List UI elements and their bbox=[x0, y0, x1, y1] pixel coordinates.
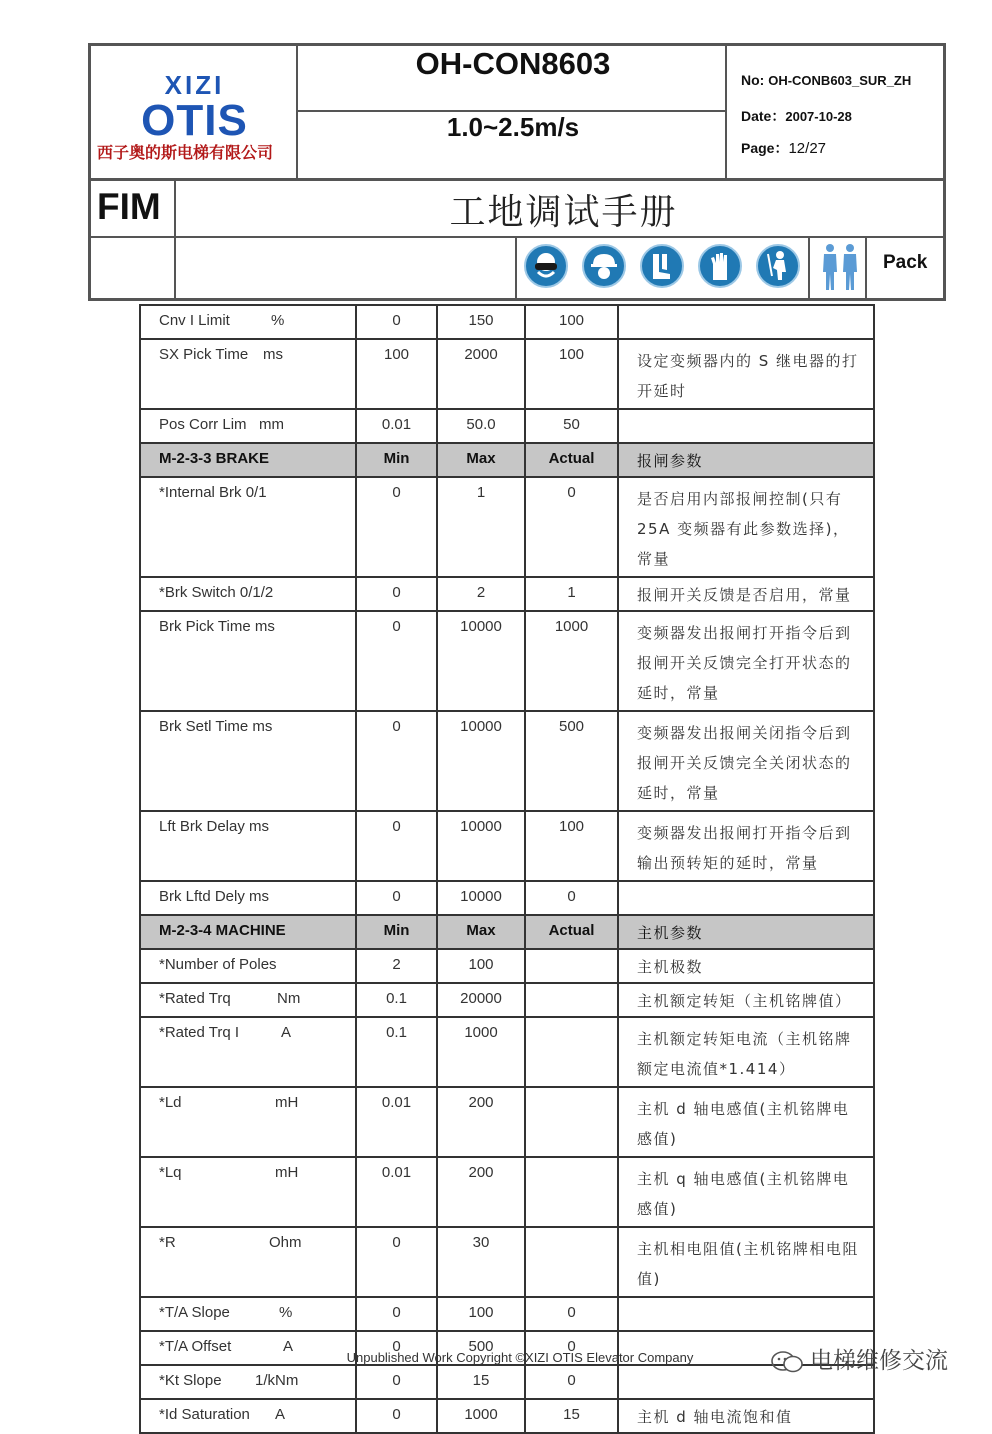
param-unit: ms bbox=[263, 346, 283, 363]
param-description: 报闸开关反馈是否启用，常量 bbox=[618, 577, 874, 611]
param-max: 1 bbox=[437, 477, 525, 577]
param-max: 50.0 bbox=[437, 409, 525, 443]
document-header bbox=[88, 43, 946, 301]
table-row bbox=[140, 477, 874, 577]
param-description bbox=[618, 881, 874, 915]
param-description: 变频器发出报闸关闭指令后到报闸开关反馈完全关闭状态的延时，常量 bbox=[618, 711, 874, 811]
helmet-icon bbox=[582, 244, 626, 288]
param-description: 主机相电阻值(主机铭牌相电阻值) bbox=[618, 1227, 874, 1297]
param-unit: A bbox=[275, 1406, 286, 1423]
param-name: *Number of Poles bbox=[140, 949, 356, 983]
table-row bbox=[140, 1087, 874, 1157]
param-description bbox=[618, 409, 874, 443]
table-row bbox=[140, 305, 874, 339]
param-max: 20000 bbox=[437, 983, 525, 1017]
param-unit: mH bbox=[275, 1164, 299, 1181]
harness-icon bbox=[756, 244, 800, 288]
param-actual bbox=[525, 1157, 618, 1227]
param-unit: Ohm bbox=[269, 1234, 302, 1251]
param-max: 2 bbox=[437, 577, 525, 611]
param-name: *R Ohm bbox=[140, 1227, 356, 1297]
param-max: 10000 bbox=[437, 611, 525, 711]
param-max: 10000 bbox=[437, 711, 525, 811]
copyright-footer: Unpublished Work Copyright ©XIZI OTIS Elevator Company bbox=[346, 1350, 694, 1365]
param-description: 主机 d 轴电流饱和值 bbox=[618, 1399, 874, 1433]
param-actual bbox=[525, 983, 618, 1017]
param-name: *Brk Switch 0/1/2 bbox=[140, 577, 356, 611]
param-name: *Internal Brk 0/1 bbox=[140, 477, 356, 577]
people-icon bbox=[819, 242, 861, 298]
param-name: SX Pick Time ms bbox=[140, 339, 356, 409]
param-min: Min bbox=[356, 443, 437, 477]
param-min: 0.01 bbox=[356, 1157, 437, 1227]
param-actual: 100 bbox=[525, 339, 618, 409]
table-row bbox=[140, 1157, 874, 1227]
param-name: *T/A Offset A bbox=[140, 1331, 356, 1365]
param-description bbox=[618, 305, 874, 339]
param-unit: mm bbox=[259, 416, 284, 433]
param-name: Brk Lftd Dely ms bbox=[140, 881, 356, 915]
param-unit: % bbox=[279, 1304, 293, 1321]
param-max: 15 bbox=[437, 1365, 525, 1399]
param-actual: 0 bbox=[525, 477, 618, 577]
param-min: 0 bbox=[356, 611, 437, 711]
param-unit: % bbox=[271, 312, 285, 329]
param-description: 主机额定转矩电流（主机铭牌额定电流值*1.414） bbox=[618, 1017, 874, 1087]
param-actual: 1 bbox=[525, 577, 618, 611]
param-min: 2 bbox=[356, 949, 437, 983]
param-min: 0 bbox=[356, 1365, 437, 1399]
param-max: 2000 bbox=[437, 339, 525, 409]
speed-range: 1.0~2.5m/s bbox=[446, 112, 580, 142]
param-min: 0.1 bbox=[356, 983, 437, 1017]
param-name: *Kt Slope 1/kNm bbox=[140, 1365, 356, 1399]
param-unit: 1/kNm bbox=[255, 1372, 299, 1389]
table-row bbox=[140, 811, 874, 881]
param-min: 100 bbox=[356, 339, 437, 409]
param-min: 0.1 bbox=[356, 1017, 437, 1087]
param-max: 150 bbox=[437, 305, 525, 339]
param-max: 10000 bbox=[437, 881, 525, 915]
document-title: OH-CON8603 bbox=[415, 46, 611, 81]
watermark: 电梯维修交流 bbox=[770, 1342, 948, 1375]
param-description: 变频器发出报闸打开指令后到输出预转矩的延时，常量 bbox=[618, 811, 874, 881]
param-actual: 0 bbox=[525, 881, 618, 915]
param-description: 主机 q 轴电感值(主机铭牌电感值) bbox=[618, 1157, 874, 1227]
company-logo bbox=[91, 46, 298, 178]
param-name: *Rated Trq Nm bbox=[140, 983, 356, 1017]
param-max: 200 bbox=[437, 1087, 525, 1157]
param-min: 0.01 bbox=[356, 409, 437, 443]
manual-title: 工地调试手册 bbox=[449, 192, 678, 233]
param-description: 设定变频器内的 S 继电器的打开延时 bbox=[618, 339, 874, 409]
param-actual: 0 bbox=[525, 1365, 618, 1399]
param-name: *Id Saturation A bbox=[140, 1399, 356, 1433]
param-actual: 1000 bbox=[525, 611, 618, 711]
param-max: 200 bbox=[437, 1157, 525, 1227]
param-min: Min bbox=[356, 915, 437, 949]
doc-date: Date：2007-10-28 bbox=[741, 108, 852, 124]
param-actual bbox=[525, 1227, 618, 1297]
param-min: 0 bbox=[356, 881, 437, 915]
chat-bubble-icon bbox=[770, 1350, 804, 1374]
table-row bbox=[140, 949, 874, 983]
param-description: 主机额定转矩（主机铭牌值） bbox=[618, 983, 874, 1017]
param-actual: 500 bbox=[525, 711, 618, 811]
pack-label: Pack bbox=[883, 252, 928, 273]
param-name: Brk Pick Time ms bbox=[140, 611, 356, 711]
safety-boots-icon bbox=[640, 244, 684, 288]
param-min: 0 bbox=[356, 1227, 437, 1297]
param-name: *Lq mH bbox=[140, 1157, 356, 1227]
param-min: 0 bbox=[356, 1297, 437, 1331]
param-actual: 100 bbox=[525, 305, 618, 339]
param-actual bbox=[525, 1017, 618, 1087]
param-unit: A bbox=[281, 1024, 292, 1041]
param-actual bbox=[525, 949, 618, 983]
table-row bbox=[140, 339, 874, 409]
param-max: 100 bbox=[437, 949, 525, 983]
param-min: 0 bbox=[356, 711, 437, 811]
table-row bbox=[140, 409, 874, 443]
param-unit: A bbox=[283, 1338, 294, 1355]
param-description: 报闸参数 bbox=[618, 443, 874, 477]
param-max: 500 bbox=[437, 1331, 525, 1365]
table-row bbox=[140, 1227, 874, 1297]
param-actual: 0 bbox=[525, 1297, 618, 1331]
doc-number: No: OH-CONB603_SUR_ZH bbox=[741, 72, 912, 88]
table-row bbox=[140, 983, 874, 1017]
section-header-row bbox=[140, 443, 874, 477]
param-min: 0 bbox=[356, 1331, 437, 1365]
param-name: *T/A Slope % bbox=[140, 1297, 356, 1331]
param-unit: mH bbox=[275, 1094, 299, 1111]
section-title: M-2-3-3 BRAKE bbox=[140, 443, 356, 477]
param-name: Lft Brk Delay ms bbox=[140, 811, 356, 881]
param-name: *Rated Trq I A bbox=[140, 1017, 356, 1087]
table-row bbox=[140, 1297, 874, 1331]
table-row bbox=[140, 1399, 874, 1433]
table-row bbox=[140, 1365, 874, 1399]
param-min: 0.01 bbox=[356, 1087, 437, 1157]
table-row bbox=[140, 711, 874, 811]
logo-name: OTIS bbox=[141, 96, 248, 145]
fim-label: FIM bbox=[97, 186, 161, 227]
param-max: 100 bbox=[437, 1297, 525, 1331]
param-max: 1000 bbox=[437, 1017, 525, 1087]
param-actual: 100 bbox=[525, 811, 618, 881]
param-max: 1000 bbox=[437, 1399, 525, 1433]
param-name: Pos Corr Lim mm bbox=[140, 409, 356, 443]
parameter-table-body bbox=[140, 305, 874, 1433]
table-row bbox=[140, 577, 874, 611]
param-actual: 15 bbox=[525, 1399, 618, 1433]
table-row bbox=[140, 881, 874, 915]
param-max: Max bbox=[437, 443, 525, 477]
param-min: 0 bbox=[356, 477, 437, 577]
logo-brand: XIZI bbox=[164, 70, 225, 100]
param-name: Brk Setl Time ms bbox=[140, 711, 356, 811]
section-title: M-2-3-4 MACHINE bbox=[140, 915, 356, 949]
param-description: 是否启用内部报闸控制(只有25A 变频器有此参数选择)，常量 bbox=[618, 477, 874, 577]
param-max: Max bbox=[437, 915, 525, 949]
param-max: 30 bbox=[437, 1227, 525, 1297]
param-actual: 50 bbox=[525, 409, 618, 443]
param-max: 10000 bbox=[437, 811, 525, 881]
param-min: 0 bbox=[356, 305, 437, 339]
param-description: 主机极数 bbox=[618, 949, 874, 983]
param-description: 变频器发出报闸打开指令后到报闸开关反馈完全打开状态的延时，常量 bbox=[618, 611, 874, 711]
section-header-row bbox=[140, 915, 874, 949]
param-name: Cnv I Limit % bbox=[140, 305, 356, 339]
param-min: 0 bbox=[356, 1399, 437, 1433]
param-actual: Actual bbox=[525, 443, 618, 477]
gloves-icon bbox=[698, 244, 742, 288]
param-description: 主机参数 bbox=[618, 915, 874, 949]
param-unit: Nm bbox=[277, 990, 301, 1007]
param-actual: 0 bbox=[525, 1331, 618, 1365]
param-min: 0 bbox=[356, 577, 437, 611]
param-actual: Actual bbox=[525, 915, 618, 949]
param-min: 0 bbox=[356, 811, 437, 881]
doc-page: Page：12/27 bbox=[741, 140, 827, 157]
param-description bbox=[618, 1297, 874, 1331]
param-description: 主机 d 轴电感值(主机铭牌电感值) bbox=[618, 1087, 874, 1157]
logo-company-name: 西子奥的斯电梯有限公司 bbox=[97, 143, 274, 162]
table-row bbox=[140, 1017, 874, 1087]
goggles-icon bbox=[524, 244, 568, 288]
table-row bbox=[140, 611, 874, 711]
param-name: *Ld mH bbox=[140, 1087, 356, 1157]
parameter-table bbox=[139, 304, 875, 1434]
param-actual bbox=[525, 1087, 618, 1157]
